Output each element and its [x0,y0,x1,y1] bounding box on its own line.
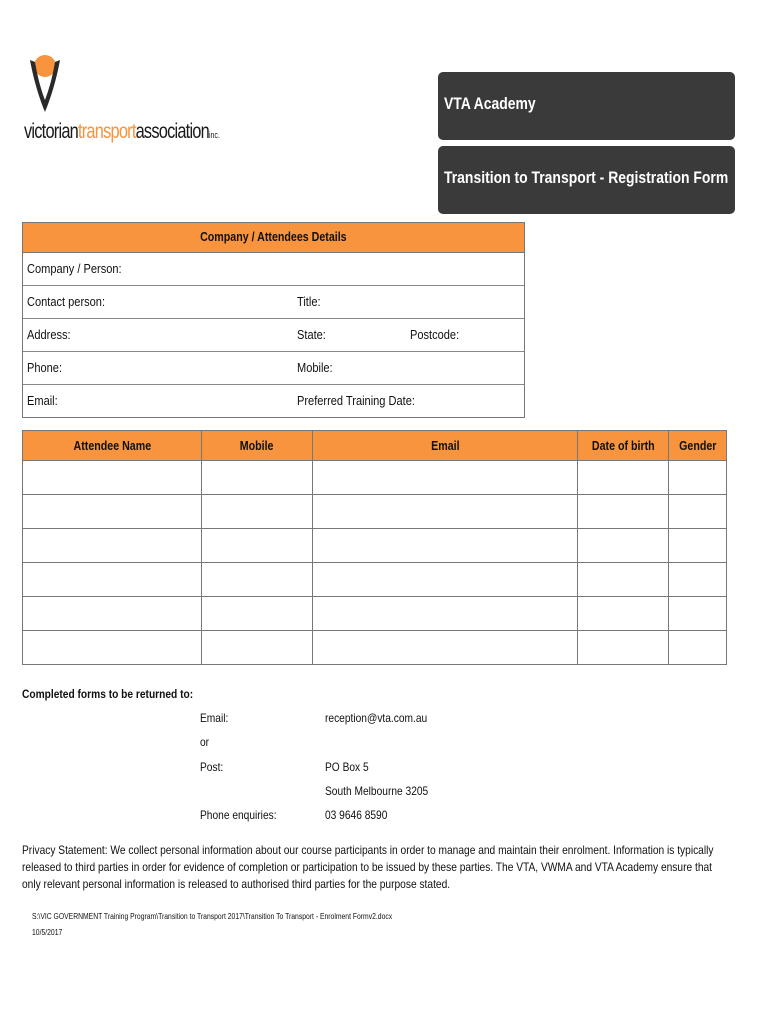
attendees-body [23,461,727,665]
attendees-table [22,430,727,665]
return-phone-value: 03 9646 8590 [325,808,388,822]
attendee-row [23,597,727,631]
privacy-statement: Privacy Statement: We collect personal information about our course participants in order to manage and maintain their enrolment. Information is typically released to third parties in order for evidence of completion or participation to be issued by these parties. The VTA, VWMA and VTA Academy ensure that only relevant personal information is released to authorised third parties for the purpose stated. [22,843,714,891]
attendee-cell[interactable] [669,495,727,529]
attendee-cell[interactable] [313,631,578,665]
attendee-cell[interactable] [23,597,202,631]
vta-v-emblem-icon [28,52,62,114]
attendee-row [23,461,727,495]
col-email: Email [313,431,578,461]
attendee-cell[interactable] [578,597,669,631]
col-mobile: Mobile [202,431,313,461]
col-attendee-name: Attendee Name [23,431,202,461]
attendees-header-row [23,431,727,461]
return-phone-label: Phone enquiries: [200,808,277,822]
form-title: Transition to Transport - Registration Form [444,168,729,187]
attendee-row [23,563,727,597]
logo-word-victorian: victorian [24,120,78,143]
phone-row[interactable] [23,352,524,385]
contact-row[interactable] [23,286,524,319]
col-gender: Gender [669,431,727,461]
attendee-cell[interactable] [313,563,578,597]
attendee-row [23,631,727,665]
vta-logo [24,50,264,160]
return-email-link[interactable]: reception@vta.com.au [325,711,428,725]
contact-label: Contact person: [27,294,106,309]
attendee-cell[interactable] [669,631,727,665]
attendee-cell[interactable] [23,529,202,563]
attendee-cell[interactable] [23,495,202,529]
attendee-cell[interactable] [669,597,727,631]
attendee-cell[interactable] [313,597,578,631]
attendee-cell[interactable] [313,461,578,495]
attendee-cell[interactable] [202,597,313,631]
attendee-cell[interactable] [313,495,578,529]
attendee-cell[interactable] [669,461,727,495]
return-post-line1: PO Box 5 [325,760,369,774]
col-date-of-birth: Date of birth [578,431,669,461]
return-email-label: Email: [200,711,229,725]
email-label: Email: [27,393,58,408]
attendee-cell[interactable] [202,563,313,597]
logo-word-transport: transport [77,120,136,143]
attendee-cell[interactable] [669,529,727,563]
form-title-box [438,146,735,214]
attendee-cell[interactable] [578,461,669,495]
attendee-row [23,529,727,563]
training-date-label: Preferred Training Date: [297,393,415,408]
academy-title-box [438,72,735,140]
logo-wordmark [24,120,220,144]
company-row[interactable] [23,253,524,286]
return-or: or [200,735,210,749]
attendee-cell[interactable] [23,631,202,665]
attendee-cell[interactable] [578,495,669,529]
company-details-table [22,222,525,418]
attendee-cell[interactable] [23,563,202,597]
address-row[interactable] [23,319,524,352]
company-details-heading: Company / Attendees Details [23,223,524,253]
return-heading: Completed forms to be returned to: [22,687,194,701]
academy-title: VTA Academy [444,94,536,113]
return-post-label: Post: [200,760,224,774]
address-label: Address: [27,327,71,342]
attendee-cell[interactable] [578,529,669,563]
company-label: Company / Person: [27,261,122,276]
footer-date: 10/5/2017 [32,928,63,937]
mobile-label: Mobile: [297,360,333,375]
logo-word-association: association [135,120,209,143]
attendee-row [23,495,727,529]
title-label: Title: [297,294,321,309]
logo-suffix: inc. [208,130,220,140]
attendee-cell[interactable] [23,461,202,495]
postcode-label: Postcode: [410,327,460,342]
attendee-cell[interactable] [578,563,669,597]
attendee-cell[interactable] [669,563,727,597]
attendee-cell[interactable] [578,631,669,665]
footer-file-path: S:\VIC GOVERNMENT Training Program\Transition to Transport 2017\Transition To Transport - Enrolment Formv2.docx [32,912,393,921]
email-row[interactable] [23,385,524,417]
attendee-cell[interactable] [202,529,313,563]
state-label: State: [297,327,326,342]
return-post-line2: South Melbourne 3205 [325,784,429,798]
attendee-cell[interactable] [313,529,578,563]
attendee-cell[interactable] [202,631,313,665]
phone-label: Phone: [27,360,63,375]
attendee-cell[interactable] [202,461,313,495]
attendee-cell[interactable] [202,495,313,529]
